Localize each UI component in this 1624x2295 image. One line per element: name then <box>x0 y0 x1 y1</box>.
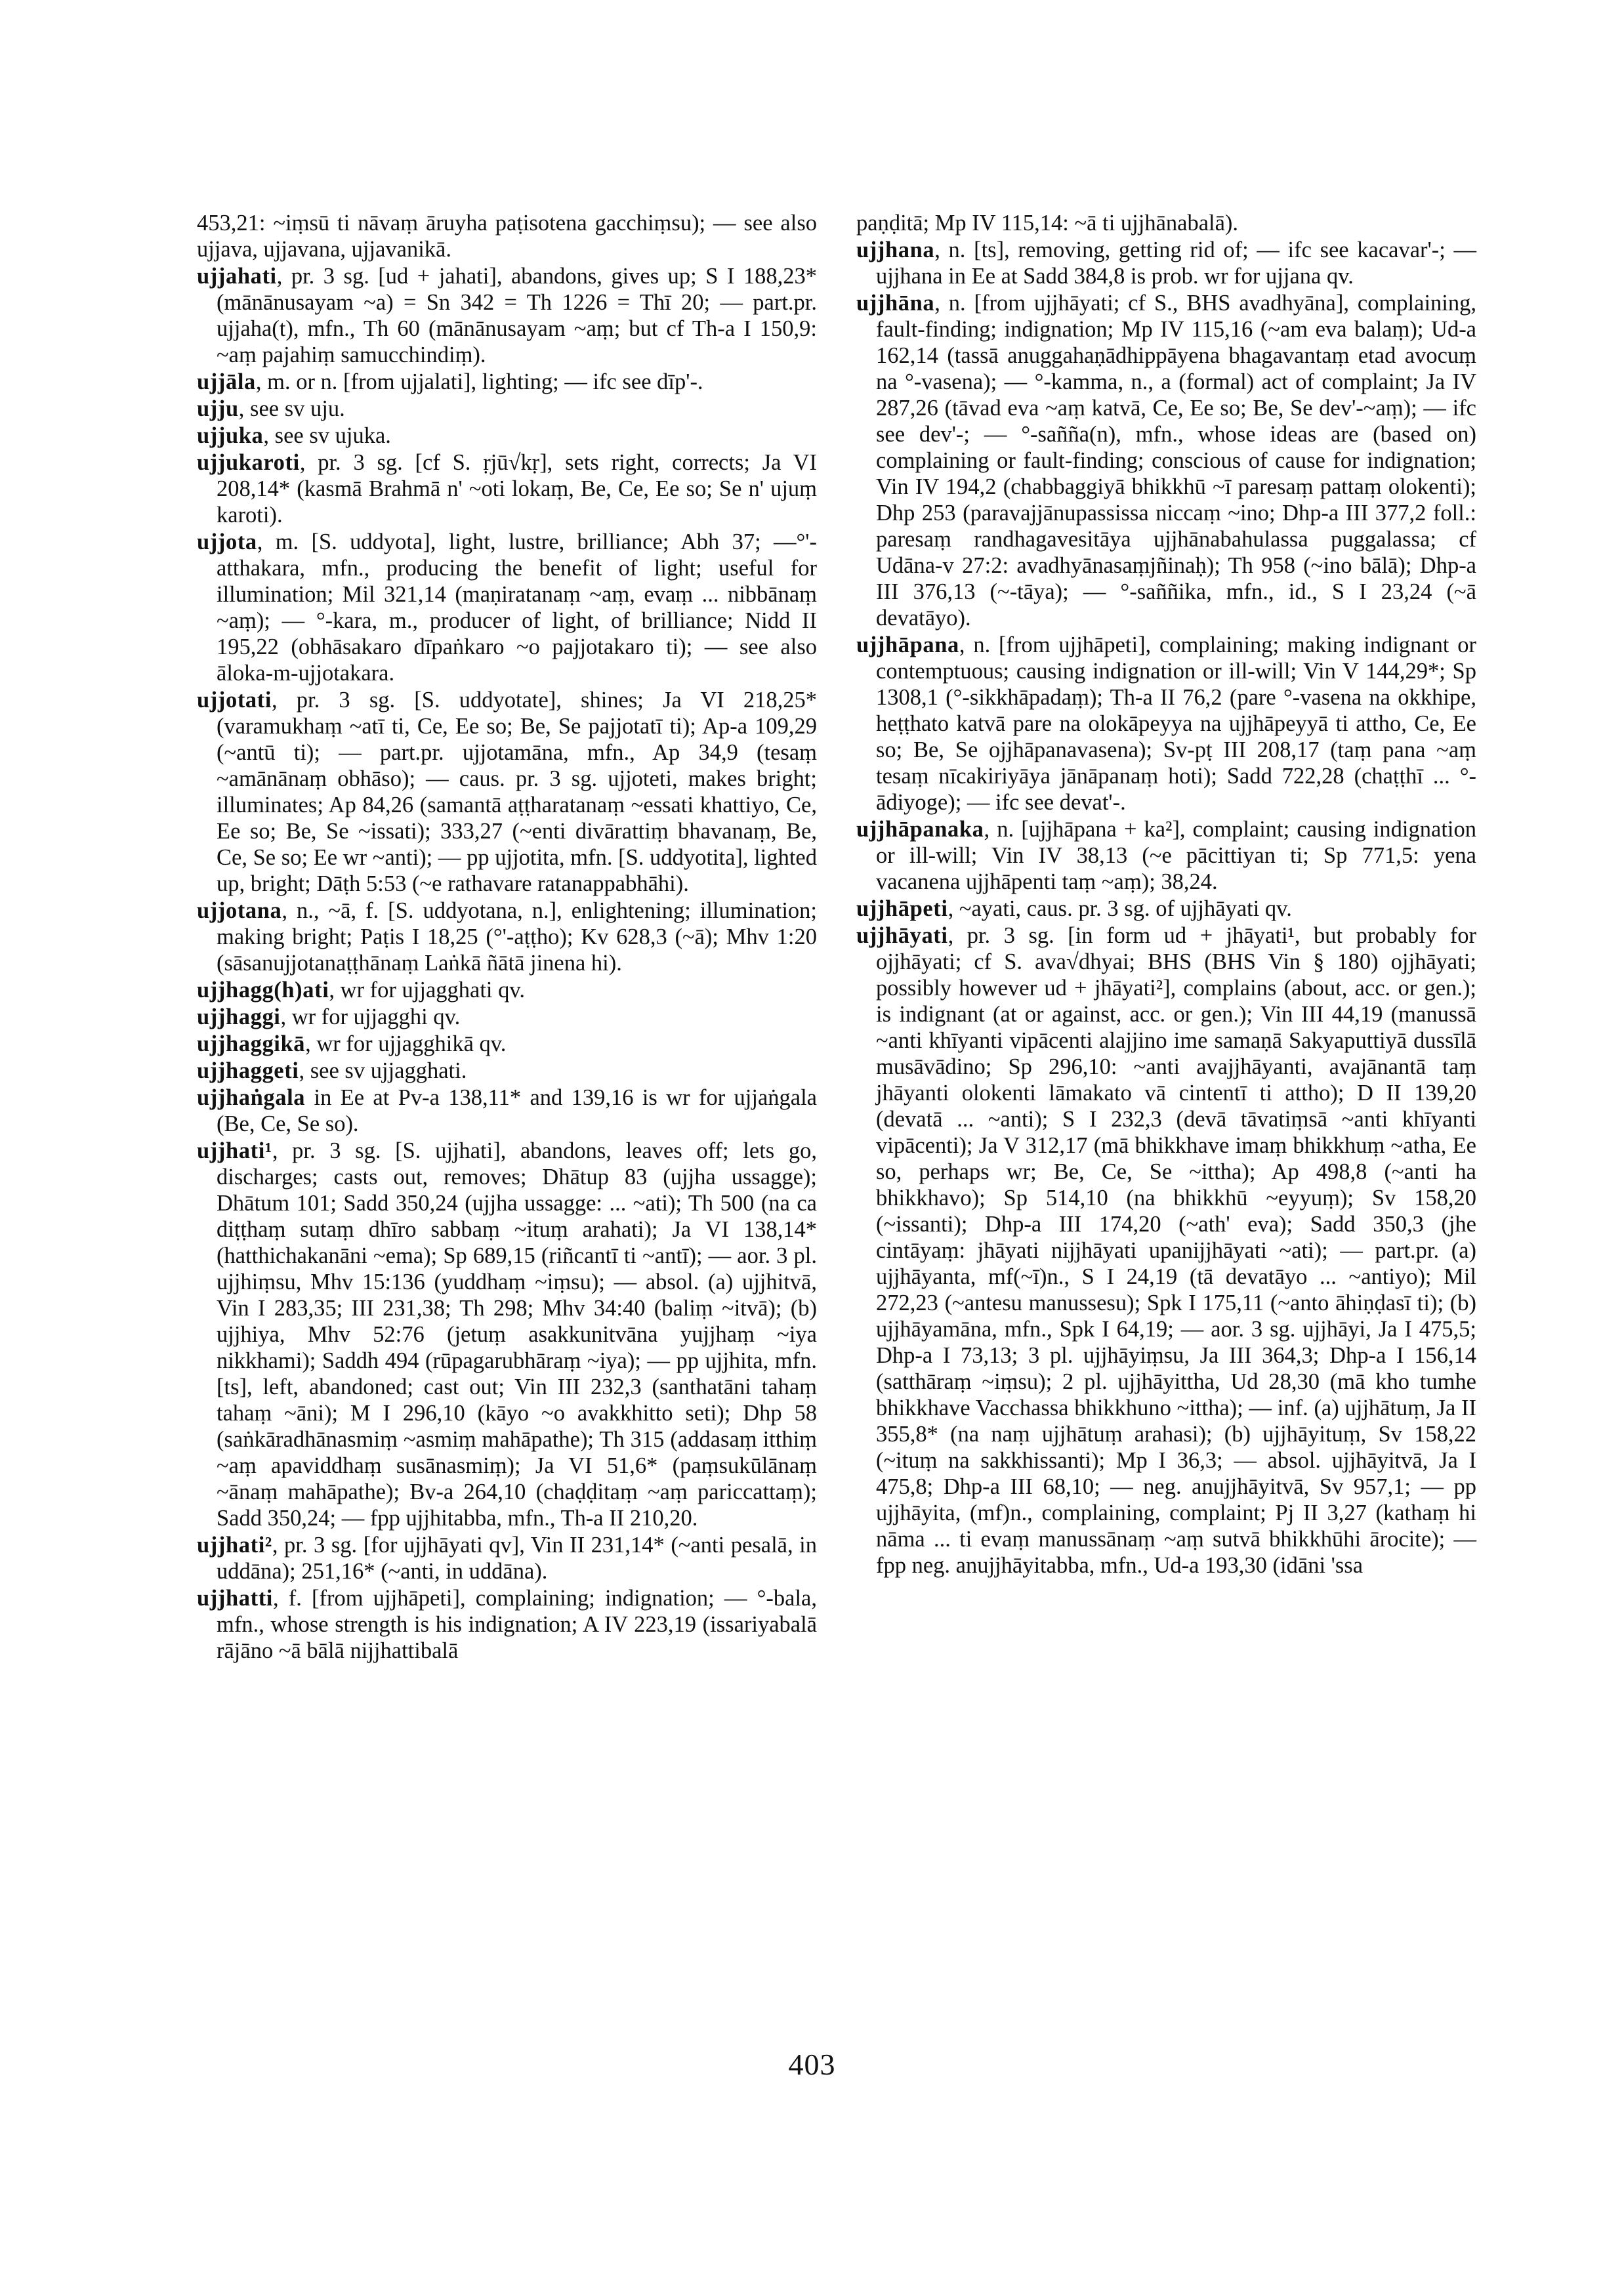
dictionary-entry <box>197 898 817 976</box>
left-column <box>197 210 817 1664</box>
dictionary-entry <box>197 423 817 449</box>
entry-headword: ujjhāpana <box>856 632 959 657</box>
entry-headword: ujjukaroti <box>197 450 300 475</box>
entry-headword: ujjhana <box>856 238 935 262</box>
entry-text: , see sv ujuka. <box>263 423 391 448</box>
dictionary-entry <box>197 263 817 368</box>
entry-headword: ujju <box>197 396 239 421</box>
entry-text: paṇḍitā; Mp IV 115,14: ~ā ti ujjhānabalā). <box>856 211 1239 236</box>
entry-headword: ujjāla <box>197 369 256 394</box>
entry-headword: ujjhāpeti <box>856 896 948 921</box>
entry-text: , n., ~ā, f. [S. uddyotana, n.], enlightening; illumination; making bright; Paṭis I 18,25 (°'-aṭṭho); Kv 628,3 (~ā); Mhv 1:20 (sāsanujjotanaṭṭhānaṃ Laṅkā ñātā jinena hi). <box>217 898 817 976</box>
entry-headword: ujjhaṅgala <box>197 1085 306 1110</box>
entry-continuation <box>197 210 817 262</box>
dictionary-entry <box>197 1058 817 1084</box>
entry-text: , ~ayati, caus. pr. 3 sg. of ujjhāyati qv. <box>947 896 1292 921</box>
dictionary-entry <box>197 1138 817 1531</box>
entry-text: 453,21: ~iṃsū ti nāvaṃ āruyha paṭisotena gacchiṃsu); — see also ujjava, ujjavana, ujjavanikā. <box>197 211 817 262</box>
entry-text: , wr for ujjagghi qv. <box>280 1004 461 1029</box>
dictionary-entry <box>856 290 1476 631</box>
entry-text: , f. [from ujjhāpeti], complaining; indignation; — °-bala, mfn., whose strength is his indignation; A IV 223,19 (issariyabalā rājāno ~ā bālā nijjhattibalā <box>217 1586 817 1663</box>
dictionary-entry <box>197 1085 817 1137</box>
entry-text: , wr for ujjagghikā qv. <box>305 1031 507 1056</box>
dictionary-entry <box>856 816 1476 895</box>
page-number: 403 <box>788 2048 836 2081</box>
dictionary-entry <box>197 449 817 528</box>
entry-headword: ujjhaggi <box>197 1004 281 1029</box>
entry-headword: ujjotati <box>197 688 272 713</box>
entry-text: , wr for ujjagghati qv. <box>329 978 526 1003</box>
dictionary-entry <box>197 1004 817 1030</box>
entry-headword: ujjhāna <box>856 291 935 316</box>
dictionary-entry <box>856 922 1476 1579</box>
entry-text: , n. [ujjhāpana + ka²], complaint; causing indignation or ill-will; Vin IV 38,13 (~e pācittiyan ti; Sp 771,5: yena vacanena ujjhāpenti taṃ ~aṃ); 38,24. <box>876 817 1476 894</box>
dictionary-entry <box>856 896 1476 922</box>
entry-text: , pr. 3 sg. [S. uddyotate], shines; Ja VI 218,25* (varamukhaṃ ~atī ti, Ce, Ee so; Be, Se pajjotatī ti); Ap-a 109,29 (~antū ti); — part.pr. ujjotamāna, mfn., Ap 34,9 (tesaṃ ~amānānaṃ obhāso); — caus. pr. 3 sg. ujjoteti, makes bright; illuminates; Ap 84,26 (samantā aṭṭharatanaṃ ~essati khattiyo, Ce, Ee so; Be, Se ~issati); 333,27 (~enti divārattiṃ bhavanaṃ, Be, Ce, Se so; Ee wr ~anti); — pp ujjotita, mfn. [S. uddyotita], lighted up, bright; Dāṭh 5:53 (~e rathavare ratanappabhāhi). <box>217 688 817 896</box>
dictionary-entry <box>197 1031 817 1057</box>
entry-headword: ujjhagg(h)ati <box>197 978 329 1003</box>
dictionary-entry <box>197 687 817 897</box>
entry-headword: ujjhatti <box>197 1586 273 1611</box>
entry-text: , see sv uju. <box>238 396 345 421</box>
entry-headword: ujjhati² <box>197 1533 272 1558</box>
entry-text: , n. [from ujjhāpeti], complaining; making indignant or contemptuous; causing indignation or ill-will; Vin V 144,29*; Sp 1308,1 (°-sikkhāpadaṃ); Th-a II 76,2 (pare °-vasena na okkhipe, heṭṭhato katvā pare na olokāpeyya na ujjhāpeyyā ti attho, Ce, Ee so; Be, Se ojjhāpanavasena); Sv-pṭ III 208,17 (taṃ pana ~aṃ tesaṃ nīcakiriyāya jānāpanaṃ hoti); Sadd 722,28 (chaṭṭhī ... °-ādiyoge); — ifc see devat'-. <box>876 632 1476 815</box>
dictionary-entry <box>197 369 817 395</box>
dictionary-entry <box>197 1585 817 1664</box>
entry-headword: ujjhāyati <box>856 923 948 948</box>
entry-text: in Ee at Pv-a 138,11* and 139,16 is wr for ujjaṅgala (Be, Ce, Se so). <box>217 1085 817 1136</box>
dictionary-entry <box>197 529 817 686</box>
dictionary-entry <box>197 1532 817 1584</box>
dictionary-entry <box>197 977 817 1003</box>
entry-text: , n. [from ujjhāyati; cf S., BHS avadhyāna], complaining, fault-finding; indignation; Mp IV 115,16 (~am eva balaṃ); Ud-a 162,14 (tassā anuggahaṇādhippāyena bhagavantaṃ etad avocuṃ na °-vasena); — °-kamma, n., a (formal) act of complaint; Ja IV 287,26 (tāvad eva ~aṃ katvā, Ce, Ee so; Be, Se dev'-~aṃ); — ifc see dev'-; — °-sañña(n), mfn., whose ideas are (based on) complaining or fault-finding; conscious of cause for indignation; Vin IV 194,2 (chabbaggiyā bhikkhū ~ī paresaṃ pattaṃ olokenti); Dhp 253 (paravajjānupassissa niccaṃ ~ino; Dhp-a III 377,2 foll.: paresaṃ randhagavesitāya ujjhānabahulassa puggalassa; cf Udāna-v 27:2: avadhyānasaṃjñinaḥ); Th 958 (~ino bālā); Dhp-a III 376,13 (~-tāya); — °-saññika, mfn., id., S I 23,24 (~ā devatāyo). <box>876 291 1476 631</box>
dictionary-entry <box>856 237 1476 289</box>
dictionary-entry <box>197 396 817 422</box>
entry-text: , m. [S. uddyota], light, lustre, brilliance; Abh 37; —°'-atthakara, mfn., producing the benefit of light; useful for illumination; Mil 321,14 (maṇiratanaṃ ~aṃ, evaṃ ... nibbānaṃ ~aṃ); — °-kara, m., producer of light, of brilliance; Nidd II 195,22 (obhāsakaro dīpaṅkaro ~o pajjotakaro ti); — see also āloka-m-ujjotakara. <box>217 529 817 686</box>
entry-headword: ujjhaggikā <box>197 1031 306 1056</box>
entry-headword: ujjahati <box>197 264 277 289</box>
entry-continuation <box>856 210 1476 236</box>
dictionary-entry <box>856 632 1476 816</box>
entry-text: , n. [ts], removing, getting rid of; — ifc see kacavar'-; — ujjhana in Ee at Sadd 384,8 is prob. wr for ujjana qv. <box>876 238 1476 289</box>
entry-text: , pr. 3 sg. [S. ujjhati], abandons, leaves off; lets go, discharges; casts out, removes; Dhātup 83 (ujjha ussagge); Dhātum 101; Sadd 350,24 (ujjha ussagge: ... ~ati); Th 500 (na ca diṭṭhaṃ sutaṃ dhīro sabbaṃ ~ituṃ arahati); Ja VI 138,14* (hatthichakanāni ~ema); Sp 689,15 (riñcantī ti ~antī); — aor. 3 pl. ujjhiṃsu, Mhv 15:136 (yuddhaṃ ~iṃsu); — absol. (a) ujjhitvā, Vin I 283,35; III 231,38; Th 298; Mhv 34:40 (baliṃ ~itvā); (b) ujjhiya, Mhv 52:76 (jetuṃ asakkunitvāna yujjhaṃ ~iya nikkhami); Saddh 494 (rūpagarubhāraṃ ~iya); — pp ujjhita, mfn. [ts], left, abandoned; cast out; Vin III 232,3 (santhatāni tahaṃ tahaṃ ~āni); M I 296,10 (kāyo ~o avakkhitto seti); Dhp 58 (saṅkāradhānasmiṃ ~asmiṃ mahāpathe); Th 315 (addasaṃ itthiṃ ~aṃ apaviddhaṃ susānasmiṃ); Ja VI 51,6* (paṃsukūlānaṃ ~ānaṃ mahāpathe); Bv-a 264,10 (chaḍḍitaṃ ~aṃ pariccattaṃ); Sadd 350,24; — fpp ujjhitabba, mfn., Th-a II 210,20. <box>217 1138 817 1531</box>
entry-text: , pr. 3 sg. [for ujjhāyati qv], Vin II 231,14* (~anti pesalā, in uddāna); 251,16* (~anti, in uddāna). <box>217 1533 817 1584</box>
entry-text: , see sv ujjagghati. <box>299 1058 467 1083</box>
entry-text: , pr. 3 sg. [in form ud + jhāyati¹, but probably for ojjhāyati; cf S. ava√dhyai; BHS (BHS Vin § 180) ojjhāyati; possibly however ud + jhāyati²], complains (about, acc. or gen.); is indignant (at or against, acc. or gen.); Vin III 44,19 (manussā ~anti khīyanti vipācenti alajjino ime samaṇā Sakyaputtiyā dussīlā musāvādino; Sp 296,10: ~anti avajjhāyanti, avajānantā taṃ jhāyanti olokenti lāmakato vā cintentī ti attho); D II 139,20 (devatā ... ~anti); S I 232,3 (devā tāvatiṃsā ~anti khīyanti vipācenti); Ja V 312,17 (mā bhikkhave imaṃ bhikkhuṃ ~atha, Ee so, perhaps wr; Be, Ce, Se ~ittha); Ap 498,8 (~anti ha bhikkhavo); Sp 514,10 (na bhikkhū ~eyyuṃ); Sv 158,20 (~issanti); Dhp-a III 174,20 (~ath' eva); Sadd 350,3 (jhe cintāyaṃ: jhāyati nijjhāyati upanijjhāyati ~ati); — part.pr. (a) ujjhāyanta, mf(~ī)n., S I 24,19 (tā devatāyo ... ~antiyo); Mil 272,23 (~antesu manussesu); Spk I 175,11 (~anto āhiṇḍasī ti); (b) ujjhāyamāna, mfn., Spk I 64,19; — aor. 3 sg. ujjhāyi, Ja I 475,5; Dhp-a I 73,13; 3 pl. ujjhāyiṃsu, Ja III 364,3; Dhp-a I 156,14 (satthāraṃ ~iṃsu); 2 pl. ujjhāyittha, Ud 28,30 (mā kho tumhe bhikkhave Vacchassa bhikkhuno ~ittha); — inf. (a) ujjhātuṃ, Ja II 355,8* (na naṃ ujjhātuṃ arahasi); (b) ujjhāyituṃ, Sv 158,22 (~ituṃ na sakkhissanti); Mp I 36,3; — absol. ujjhāyitvā, Ja I 475,8; Dhp-a III 68,10; — neg. anujjhāyitvā, Sv 957,1; — pp ujjhāyita, (mf)n., complaining, complaint; Pj II 3,27 (kathaṃ hi nāma ... ti evaṃ manussānaṃ ~aṃ sutvā bhikkhūhi ārocite); — fpp neg. anujjhāyitabba, mfn., Ud-a 193,30 (idāni 'ssa <box>876 923 1476 1578</box>
entry-text: , pr. 3 sg. [cf S. ṛjū√kṛ], sets right, corrects; Ja VI 208,14* (kasmā Brahmā n' ~oti lokaṃ, Be, Ce, Ee so; Se n' ujuṃ karoti). <box>217 450 817 527</box>
right-column <box>856 210 1476 1579</box>
entry-headword: ujjotana <box>197 898 282 923</box>
entry-text: , m. or n. [from ujjalati], lighting; — ifc see dīp'-. <box>255 369 703 394</box>
entry-headword: ujjuka <box>197 423 264 448</box>
entry-text: , pr. 3 sg. [ud + jahati], abandons, gives up; S I 188,23* (mānānusayam ~a) = Sn 342 = Th 1226 = Thī 20; — part.pr. ujjaha(t), mfn., Th 60 (mānānusayam ~aṃ; but cf Th-a I 150,9: ~aṃ pajahiṃ samucchindiṃ). <box>217 264 817 367</box>
entry-headword: ujjota <box>197 529 257 554</box>
entry-headword: ujjhati¹ <box>197 1138 272 1163</box>
entry-headword: ujjhaggeti <box>197 1058 299 1083</box>
entry-headword: ujjhāpanaka <box>856 817 984 842</box>
